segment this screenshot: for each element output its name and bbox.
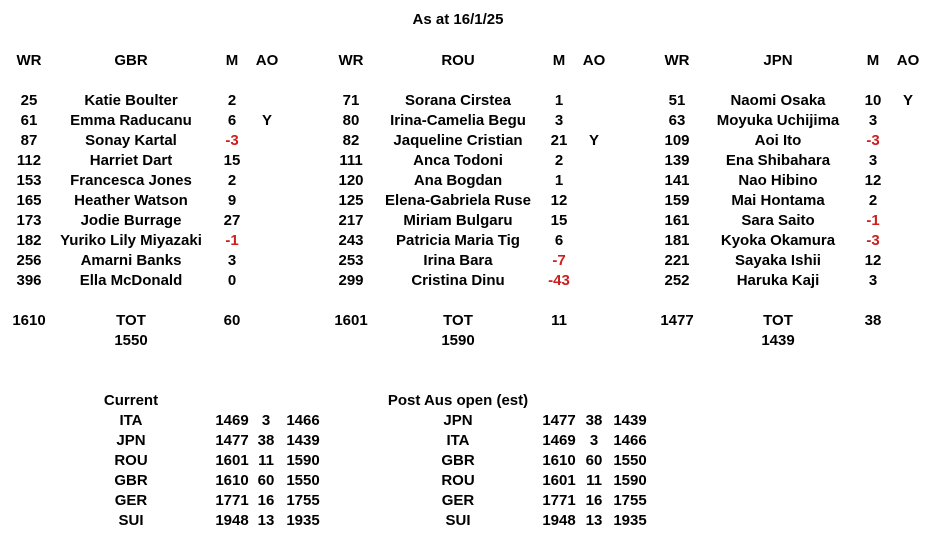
player-m: 6	[227, 112, 237, 129]
player-rank: 217	[338, 212, 364, 229]
player-rank: 161	[664, 212, 690, 229]
summary-net: 1550	[613, 452, 647, 469]
player-rank: 109	[664, 132, 690, 149]
summary-total: 1601	[542, 472, 576, 489]
summary-m: 3	[261, 412, 271, 429]
team-total-m: 11	[551, 312, 567, 329]
player-rank: 181	[664, 232, 690, 249]
player-rank: 243	[338, 232, 364, 249]
summary-total: 1610	[215, 472, 249, 489]
player-m: 3	[554, 112, 564, 129]
summary-team: ITA	[446, 432, 470, 449]
ao-header: AO	[896, 52, 920, 69]
summary-team: JPN	[116, 432, 146, 449]
player-m: -3	[866, 132, 880, 149]
player-name: Sayaka Ishii	[735, 252, 821, 269]
team-net: 1439	[761, 332, 795, 349]
summary-total: 1477	[542, 412, 576, 429]
team-header: GBR	[114, 52, 148, 69]
summary-m: 38	[585, 412, 603, 429]
player-name: Yuriko Lily Miyazaki	[60, 232, 202, 249]
player-name: Kyoka Okamura	[720, 232, 836, 249]
player-rank: 87	[20, 132, 38, 149]
player-rank: 112	[16, 152, 42, 169]
summary-net: 1550	[286, 472, 320, 489]
player-m: 3	[227, 252, 237, 269]
player-name: Miriam Bulgaru	[403, 212, 513, 229]
summary-team: GER	[441, 492, 475, 509]
player-name: Emma Raducanu	[70, 112, 192, 129]
summary-team: ITA	[119, 412, 143, 429]
player-rank: 51	[668, 92, 686, 109]
player-m: -43	[548, 272, 570, 289]
player-rank: 182	[16, 232, 42, 249]
team-total-m: 38	[864, 312, 882, 329]
summary-m: 16	[257, 492, 275, 509]
player-name: Amarni Banks	[80, 252, 182, 269]
summary-team: SUI	[118, 512, 144, 529]
player-m: 10	[864, 92, 882, 109]
team-total-wr: 1477	[660, 312, 694, 329]
player-rank: 71	[342, 92, 360, 109]
team-header: JPN	[763, 52, 793, 69]
player-m: 1	[554, 172, 564, 189]
player-rank: 253	[338, 252, 364, 269]
player-rank: 256	[16, 252, 42, 269]
ao-header: AO	[255, 52, 279, 69]
player-m: 2	[227, 172, 237, 189]
player-name: Elena-Gabriela Ruse	[385, 192, 531, 209]
player-m: 9	[227, 192, 237, 209]
summary-total: 1469	[215, 412, 249, 429]
player-rank: 396	[16, 272, 42, 289]
player-name: Sara Saito	[741, 212, 815, 229]
summary-team: ROU	[114, 452, 148, 469]
player-rank: 173	[16, 212, 42, 229]
summary-net: 1590	[286, 452, 320, 469]
team-net: 1550	[114, 332, 148, 349]
wr-header: WR	[338, 52, 364, 69]
player-m: 21	[550, 132, 568, 149]
player-rank: 252	[664, 272, 690, 289]
player-m: 2	[227, 92, 237, 109]
team-net: 1590	[441, 332, 475, 349]
player-m: 12	[864, 172, 882, 189]
player-ao: Y	[261, 112, 273, 129]
summary-team: GER	[114, 492, 148, 509]
player-rank: 299	[338, 272, 364, 289]
player-rank: 221	[664, 252, 690, 269]
player-m: -1	[225, 232, 239, 249]
summary-net: 1466	[613, 432, 647, 449]
summary-net: 1439	[613, 412, 647, 429]
player-rank: 80	[342, 112, 360, 129]
summary-team: GBR	[441, 452, 475, 469]
player-name: Jodie Burrage	[80, 212, 182, 229]
summary-net: 1935	[286, 512, 320, 529]
summary-title: Current	[103, 392, 159, 409]
team-tot-label: TOT	[443, 312, 473, 329]
player-rank: 111	[339, 152, 363, 169]
player-rank: 165	[16, 192, 42, 209]
player-m: 12	[550, 192, 568, 209]
summary-team: JPN	[443, 412, 473, 429]
summary-m: 60	[257, 472, 275, 489]
summary-m: 16	[585, 492, 603, 509]
player-rank: 120	[338, 172, 364, 189]
player-m: 15	[550, 212, 568, 229]
player-name: Ella McDonald	[79, 272, 183, 289]
summary-total: 1771	[215, 492, 249, 509]
player-rank: 82	[342, 132, 360, 149]
player-m: 3	[868, 272, 878, 289]
player-name: Jaqueline Cristian	[393, 132, 523, 149]
player-name: Katie Boulter	[84, 92, 178, 109]
player-name: Sonay Kartal	[85, 132, 177, 149]
m-header: M	[225, 52, 239, 69]
player-m: -3	[866, 232, 880, 249]
player-name: Sorana Cirstea	[405, 92, 511, 109]
summary-net: 1466	[286, 412, 320, 429]
summary-team: GBR	[114, 472, 148, 489]
player-m: 1	[554, 92, 564, 109]
player-rank: 153	[16, 172, 42, 189]
summary-total: 1477	[215, 432, 249, 449]
player-rank: 159	[664, 192, 690, 209]
team-header: ROU	[441, 52, 475, 69]
player-name: Cristina Dinu	[411, 272, 505, 289]
player-rank: 139	[664, 152, 690, 169]
player-name: Irina Bara	[423, 252, 493, 269]
team-total-wr: 1610	[12, 312, 46, 329]
summary-m: 11	[586, 472, 602, 489]
wr-header: WR	[664, 52, 690, 69]
m-header: M	[552, 52, 566, 69]
player-rank: 61	[20, 112, 38, 129]
wr-header: WR	[16, 52, 42, 69]
summary-total: 1469	[542, 432, 576, 449]
sheet-title: As at 16/1/25	[412, 11, 504, 28]
player-rank: 141	[664, 172, 690, 189]
summary-team: ROU	[441, 472, 475, 489]
ao-header: AO	[582, 52, 606, 69]
player-m: 0	[227, 272, 237, 289]
summary-total: 1601	[215, 452, 249, 469]
player-m: -3	[225, 132, 239, 149]
player-name: Haruka Kaji	[736, 272, 820, 289]
summary-net: 1439	[286, 432, 320, 449]
summary-net: 1755	[286, 492, 320, 509]
summary-total: 1610	[542, 452, 576, 469]
player-name: Harriet Dart	[89, 152, 173, 169]
player-m: -1	[866, 212, 880, 229]
player-name: Aoi Ito	[754, 132, 802, 149]
player-m: 3	[868, 152, 878, 169]
m-header: M	[866, 52, 880, 69]
player-m: 2	[868, 192, 878, 209]
player-name: Patricia Maria Tig	[396, 232, 520, 249]
summary-net: 1755	[613, 492, 647, 509]
summary-total: 1948	[215, 512, 249, 529]
player-ao: Y	[588, 132, 600, 149]
summary-net: 1590	[613, 472, 647, 489]
summary-total: 1771	[542, 492, 576, 509]
player-name: Anca Todoni	[413, 152, 503, 169]
player-name: Ana Bogdan	[413, 172, 503, 189]
player-name: Francesca Jones	[70, 172, 192, 189]
summary-m: 38	[257, 432, 275, 449]
player-m: 27	[223, 212, 241, 229]
summary-m: 11	[258, 452, 274, 469]
team-tot-label: TOT	[763, 312, 793, 329]
player-name: Nao Hibino	[738, 172, 818, 189]
player-m: -7	[552, 252, 566, 269]
summary-total: 1948	[542, 512, 576, 529]
player-name: Ena Shibahara	[725, 152, 831, 169]
summary-m: 13	[585, 512, 603, 529]
summary-team: SUI	[445, 512, 471, 529]
team-total-m: 60	[223, 312, 241, 329]
team-tot-label: TOT	[116, 312, 146, 329]
player-name: Heather Watson	[74, 192, 188, 209]
player-rank: 25	[20, 92, 38, 109]
summary-m: 60	[585, 452, 603, 469]
player-m: 15	[223, 152, 241, 169]
player-m: 2	[554, 152, 564, 169]
player-rank: 125	[338, 192, 364, 209]
player-name: Mai Hontama	[731, 192, 825, 209]
summary-m: 3	[589, 432, 599, 449]
summary-title: Post Aus open (est)	[387, 392, 529, 409]
player-name: Moyuka Uchijima	[716, 112, 840, 129]
player-m: 12	[864, 252, 882, 269]
summary-net: 1935	[613, 512, 647, 529]
player-name: Irina-Camelia Begu	[390, 112, 526, 129]
player-rank: 63	[668, 112, 686, 129]
player-ao: Y	[902, 92, 914, 109]
player-m: 6	[554, 232, 564, 249]
player-name: Naomi Osaka	[730, 92, 826, 109]
summary-m: 13	[257, 512, 275, 529]
team-total-wr: 1601	[334, 312, 368, 329]
player-m: 3	[868, 112, 878, 129]
